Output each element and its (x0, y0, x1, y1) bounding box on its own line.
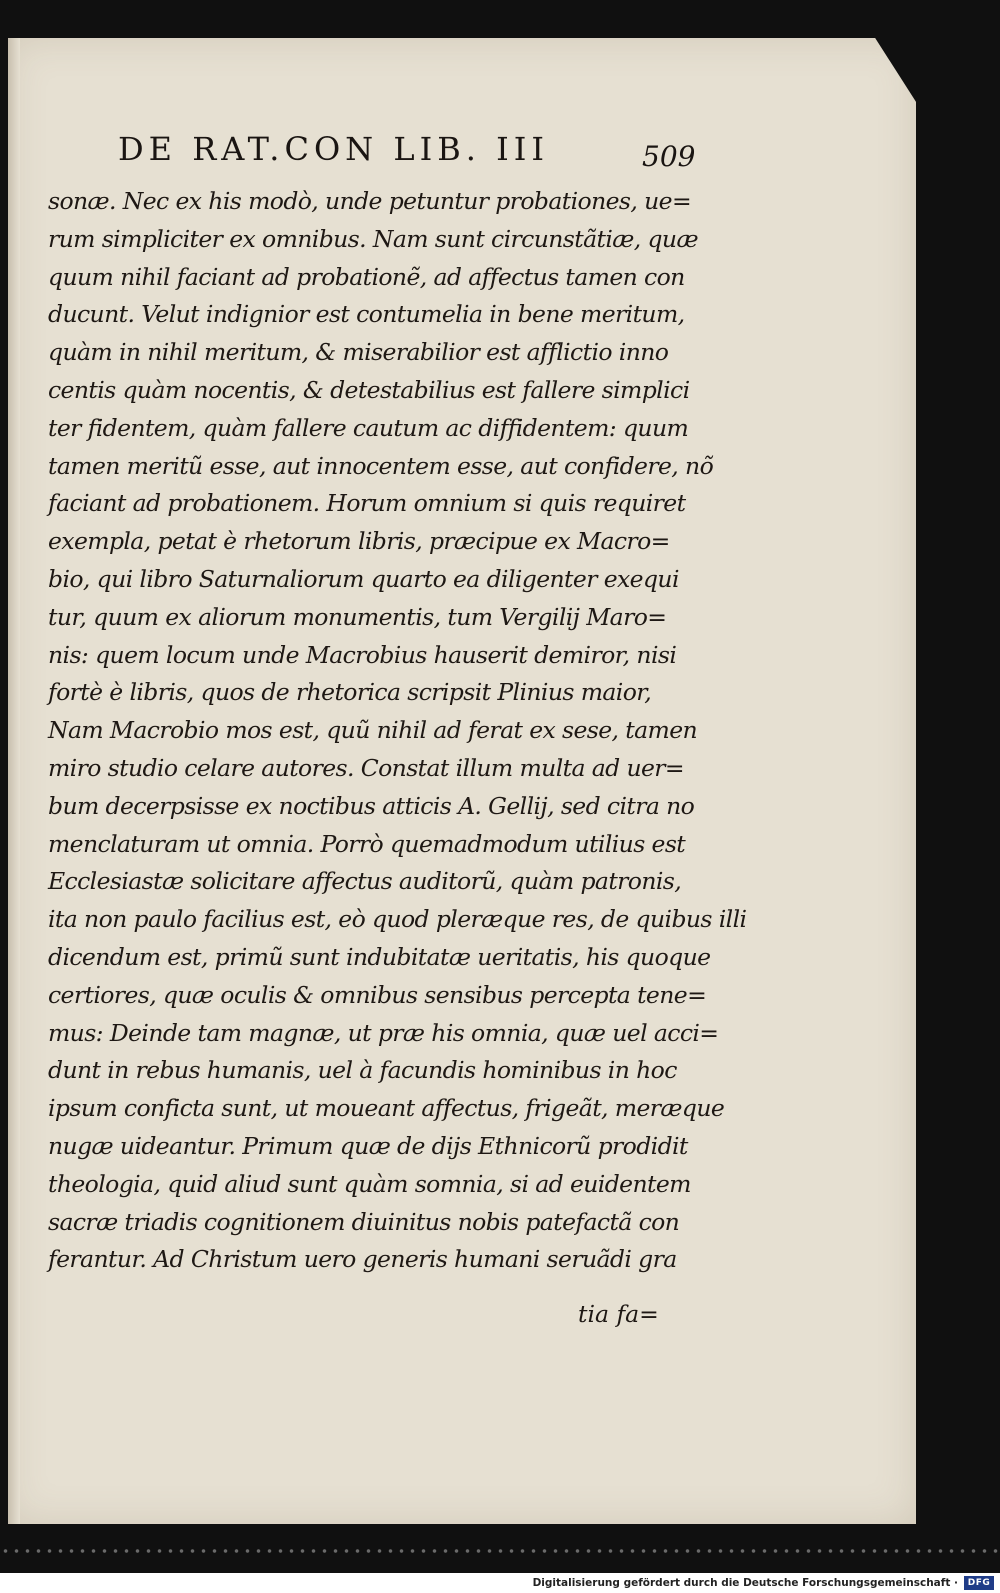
text-line: certiores, quæ oculis & omnibus sensibus percepta tene= (48, 980, 707, 1009)
text-line: dicendum est, primũ sunt indubitatæ ueritatis, his quoque (48, 942, 711, 971)
text-line: bio, qui libro Saturnaliorum quarto ea diligenter exequi (48, 564, 679, 593)
text-line: centis quàm nocentis, & detestabilius est fallere simplici (48, 375, 690, 404)
text-line: dunt in rebus humanis, uel à facundis hominibus in hoc (48, 1056, 677, 1085)
text-line: quàm in nihil meritum, & miserabilior est afflictio inno (48, 338, 669, 367)
text-line: quum nihil faciant ad probationẽ, ad affectus tamen con (48, 262, 685, 291)
text-line: ducunt. Velut indignior est contumelia in bene meritum, (48, 300, 685, 329)
text-line: faciant ad probationem. Horum omnium si quis requiret (48, 489, 686, 518)
text-line: bum decerpsisse ex noctibus atticis A. Gellij, sed citra no (48, 791, 695, 820)
text-line: tur, quum ex aliorum monumentis, tum Vergilij Maro= (48, 602, 667, 631)
text-line: tamen meritũ esse, aut innocentem esse, aut confidere, nõ (48, 451, 714, 480)
text-line: Nam Macrobio mos est, quũ nihil ad ferat ex sese, tamen (48, 716, 698, 745)
text-line: ipsum conficta sunt, ut moueant affectus, frigeãt, meræque (48, 1094, 725, 1123)
page-number: 509 (642, 140, 696, 173)
text-line: exempla, petat è rhetorum libris, præcipue ex Macro= (48, 527, 670, 556)
text-line: ter fidentem, quàm fallere cautum ac diffidentem: quum (48, 413, 689, 442)
text-line: fortè è libris, quos de rhetorica scripsit Plinius maior, (48, 678, 652, 707)
text-line: sacræ triadis cognitionem diuinitus nobis patefactã con (48, 1207, 680, 1236)
text-line: mus: Deinde tam magnæ, ut præ his omnia, quæ uel acci= (48, 1018, 719, 1047)
text-line: ita non paulo facilius est, eò quod pleræque res, de quibus illi (48, 905, 747, 934)
page-gutter-shadow (8, 38, 20, 1524)
text-line: theologia, quid aliud sunt quàm somnia, si ad euidentem (48, 1169, 691, 1198)
text-line: nugæ uideantur. Primum quæ de dijs Ethnicorũ prodidit (48, 1131, 688, 1160)
text-line: ferantur. Ad Christum uero generis humani seruãdi gra (48, 1245, 677, 1274)
body-text (48, 183, 747, 1279)
text-line: miro studio celare autores. Constat illum multa ad uer= (48, 753, 685, 782)
text-line: rum simpliciter ex omnibus. Nam sunt circunstãtiæ, quæ (48, 224, 698, 253)
text-line: menclaturam ut omnia. Porrò quemadmodum utilius est (48, 829, 686, 858)
catchword: tia fa= (578, 1300, 659, 1328)
dfg-logo-icon: DFG (964, 1576, 994, 1590)
text-line: sonæ. Nec ex his modò, unde petuntur probationes, ue= (48, 187, 692, 215)
scan-edge-marks (0, 1545, 1000, 1557)
text-line: nis: quem locum unde Macrobius hauserit demiror, nisi (48, 640, 677, 669)
funding-credit: Digitalisierung gefördert durch die Deutsche Forschungsgemeinschaft · (532, 1577, 958, 1589)
text-line: Ecclesiastæ solicitare affectus auditorũ, quàm patronis, (48, 867, 682, 896)
running-header: DE RAT.CON LIB. III (118, 130, 550, 168)
